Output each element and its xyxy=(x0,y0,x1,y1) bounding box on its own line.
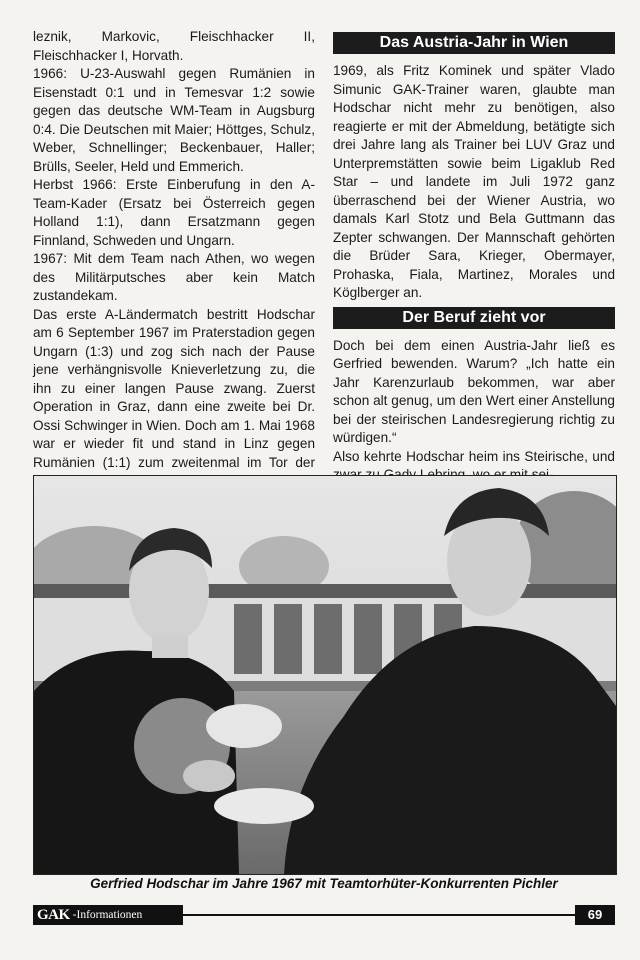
gak-logo xyxy=(33,905,183,925)
right-text-column xyxy=(333,28,615,485)
paragraph: Herbst 1966: Erste Einberufung in den A-Team-Kader (Ersatz bei Österreich gegen Holland 1:1), dann Ersatzmann gegen Finnland, Schweden und Ungarn. xyxy=(33,177,315,248)
paragraph: leznik, Markovic, Fleischhacker II, Fleischhacker I, Horvath. xyxy=(33,29,315,63)
section-heading-beruf: Der Beruf zieht vor xyxy=(333,307,615,329)
paragraph: 1969, als Fritz Kominek und später Vlado Simunic GAK-Trainer waren, glaubte man Hodschar nicht mehr zu benötigen, also reagierte er mit der Abmeldung, betätigte sich drei Jahre lang als Trainer bei LUV Graz und Unterpremstätten sowie beim Ligaklub Red Star – und landete im Juli 1972 ganz überraschend bei der Wiener Austria, wo damals Karl Stotz und Bela Guttmann das Zepter schwangen. Der Mannschaft gehörten die Brüder Sara, Krieger, Obermayer, Prohaska, Fiala, Martinez, Morales und Köglberger an. xyxy=(333,63,615,300)
photo-caption: Gerfried Hodschar im Jahre 1967 mit Teamtorhüter-Konkurrenten Pichler xyxy=(90,876,558,891)
page-number: 69 xyxy=(575,905,615,925)
logo-mark: GAK xyxy=(37,906,70,923)
logo-text: -Informationen xyxy=(72,909,143,921)
paragraph: 1967: Mit dem Team nach Athen, wo wegen des Militärputsches aber kein Match zustandekam. xyxy=(33,251,315,303)
footer-rule xyxy=(183,914,575,916)
left-text-column xyxy=(33,28,315,491)
paragraph: Doch bei dem einen Austria-Jahr ließ es Gerfried bewenden. Warum? „Ich hatte ein Jahr Karenzurlaub bekommen, war aber schon alt genug, um den Wert einer Anstellung bei der steirischen Landesregierung richtig zu würdigen.“ xyxy=(333,337,615,445)
paragraph: 1966: U-23-Auswahl gegen Rumänien in Eisenstadt 0:1 und in Temesvar 1:2 sowie gegen das deutsche WM-Team in Augsburg 0:4. Die Deutschen mit Maier; Höttges, Schulz, Weber, Schnellinger; Beckenbauer, Haller; Brülls, Seeler, Held und Emmerich. xyxy=(33,66,315,174)
photo-goalkeepers xyxy=(33,475,617,875)
section-heading-austria: Das Austria-Jahr in Wien xyxy=(333,32,615,54)
paragraph: Also kehrte Hodschar heim ins Steirische, und xyxy=(333,448,615,464)
page-footer xyxy=(33,905,615,925)
paragraph: Das erste A-Ländermatch bestritt Hodschar am 6 September 1967 im Praterstadion gegen Ungarn (1:3) und zog sich nach der Pause jene verhängnisvolle Knieverletzung zu, die ihn zu einer langen Pause zwang. Zuerst Operation in Graz, dann eine zweite bei Dr. Ossi Schwinger in Wien. Doch am 1. Mai 1968 war er wieder fit und stand in Linz gegen Rumänien (1:1) zum zweitenmal im Tor der xyxy=(33,306,315,470)
